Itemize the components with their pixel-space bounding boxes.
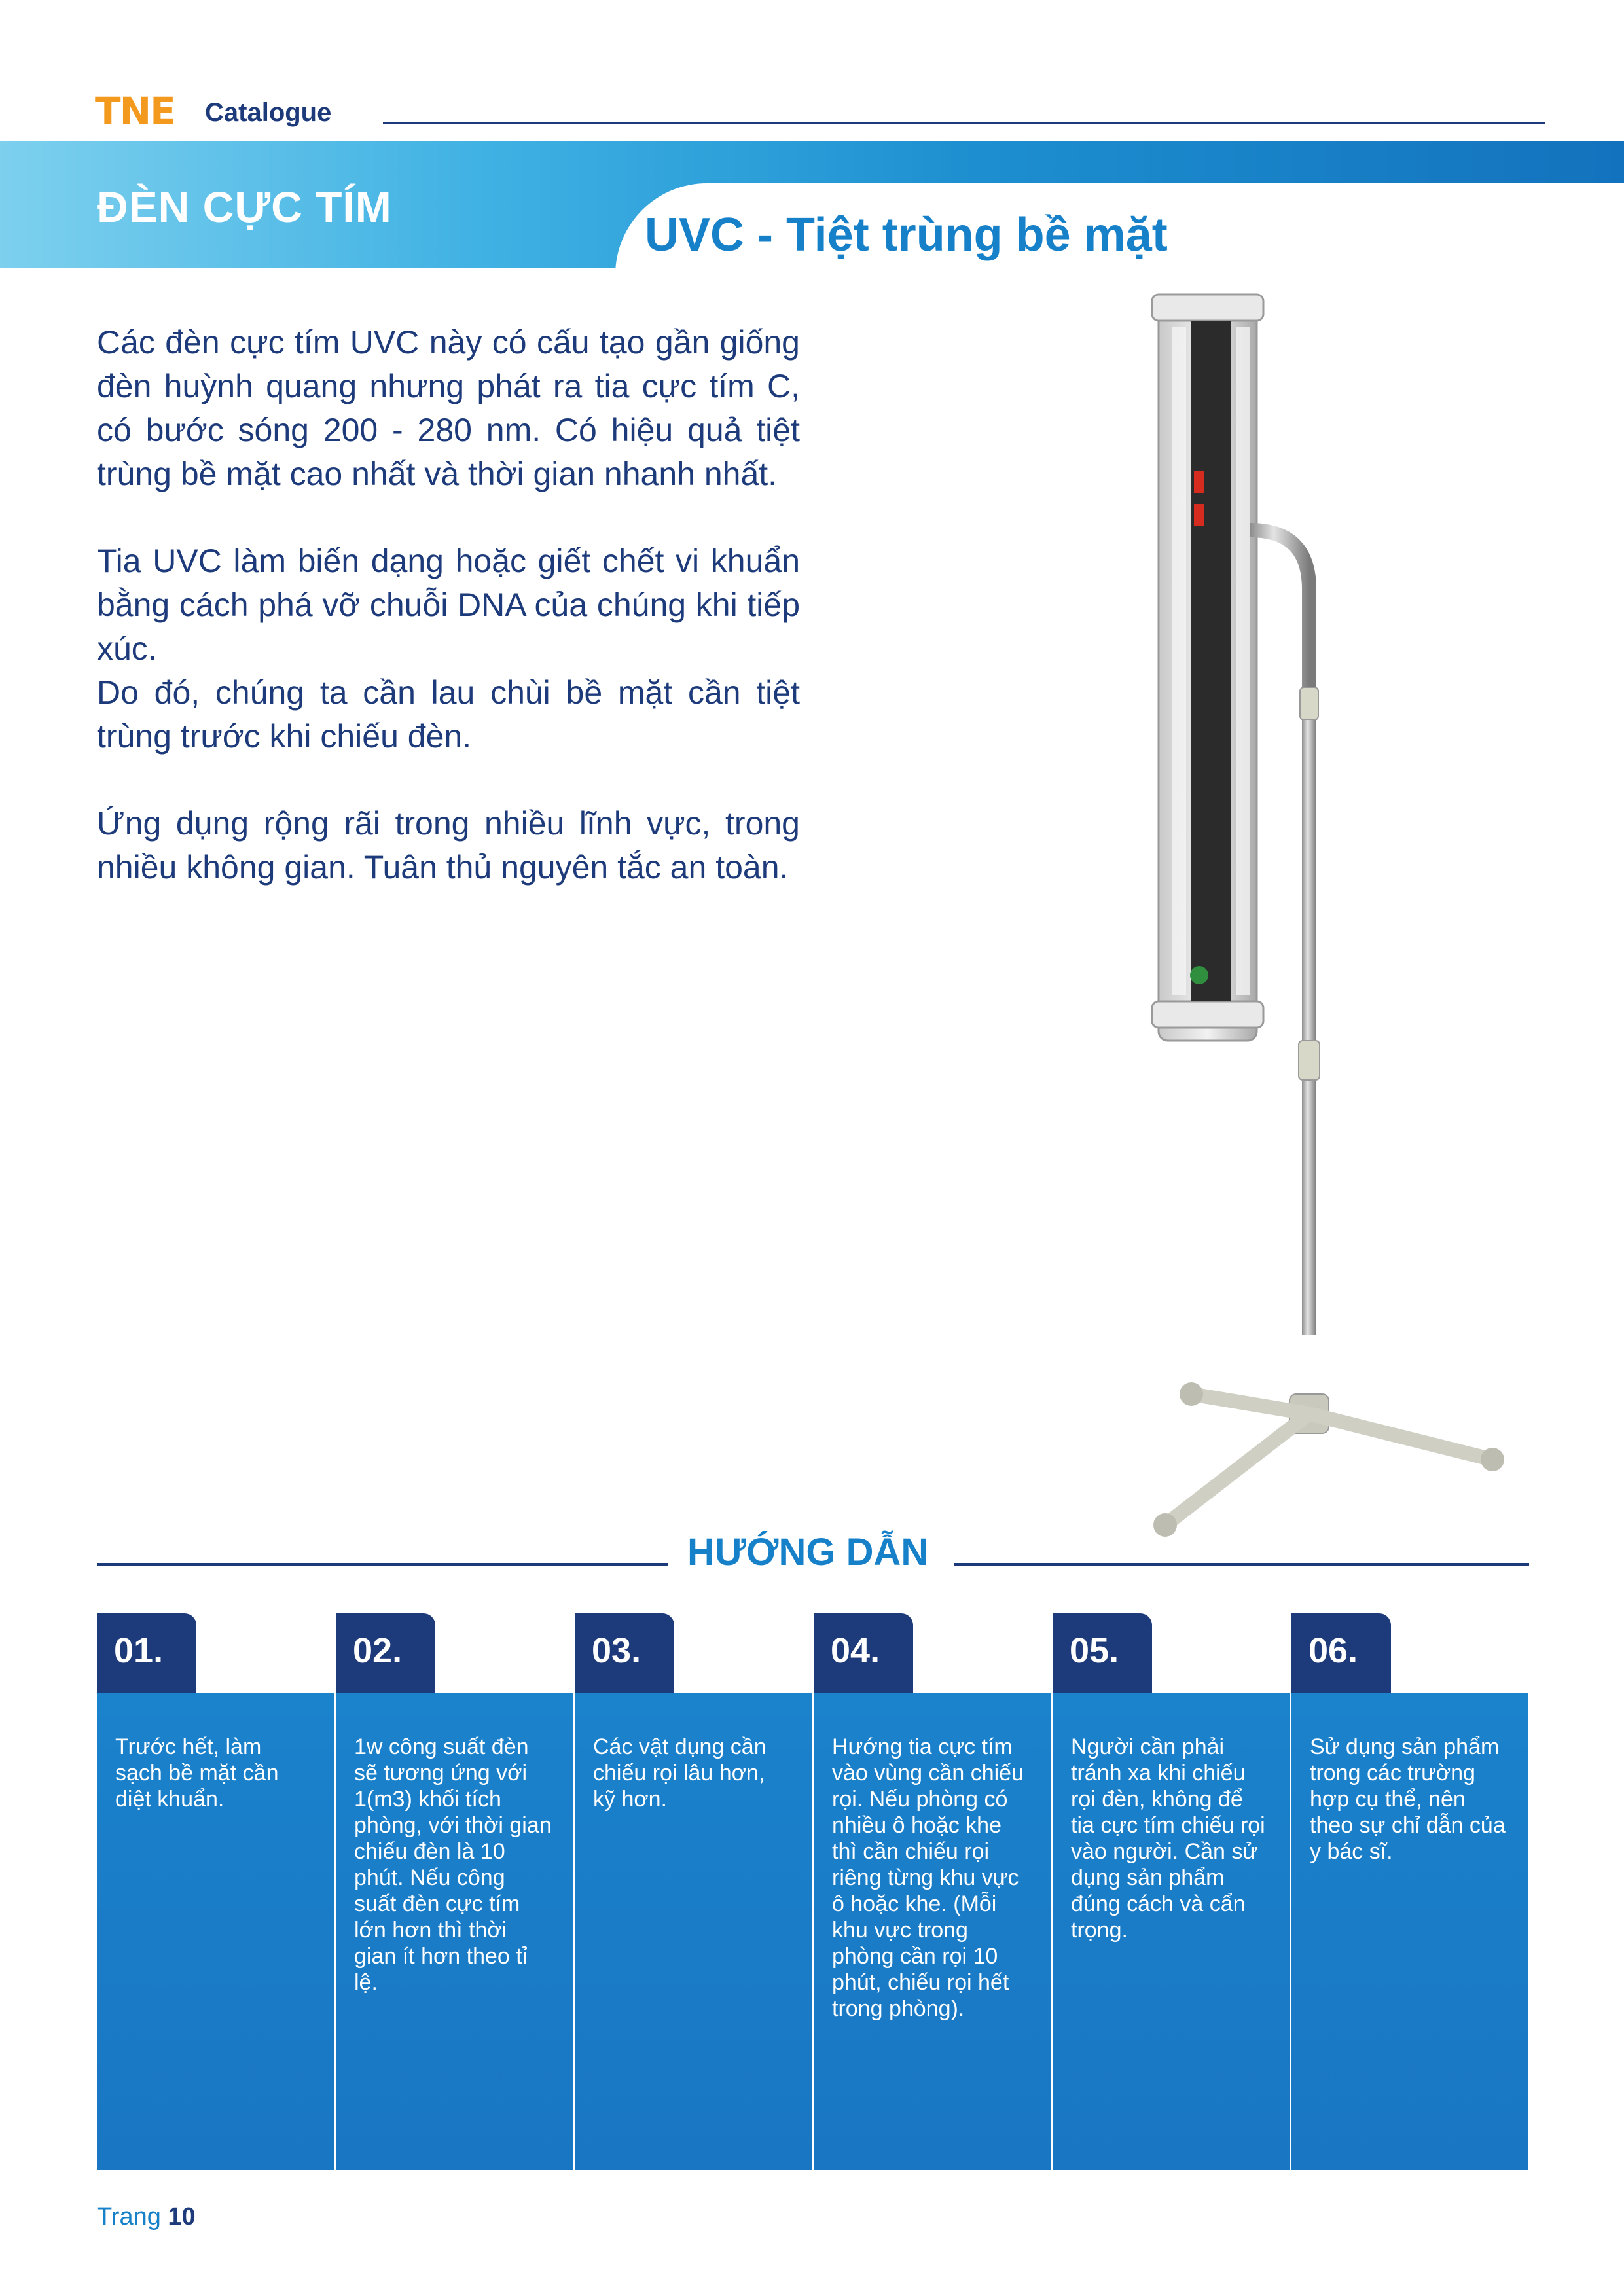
step-tab: [1291, 1613, 1391, 1693]
step-tab: [336, 1613, 435, 1693]
step-number: 03.: [592, 1631, 641, 1670]
guide-steps: [97, 1613, 1529, 2170]
uv-lamp-image: [1113, 281, 1532, 1564]
guide-rule-right: [954, 1563, 1529, 1566]
step-body: [1053, 1693, 1290, 2170]
step-card-4: [814, 1613, 1051, 2170]
step-number: 06.: [1308, 1631, 1358, 1670]
step-text: Người cần phải tránh xa khi chiếu rọi đèn, không để tia cực tím chiếu rọi vào người. Cần sử dụng sản phẩm đúng cách và cẩn trọng.: [1071, 1734, 1265, 1943]
guide-rule-left: [97, 1563, 668, 1566]
header-title: Catalogue: [205, 98, 332, 127]
page-label: Trang: [97, 2203, 161, 2231]
intro-paragraph-2a: Tia UVC làm biến dạng hoặc giết chết vi khuẩn bằng cách phá vỡ chuỗi DNA của chúng khi tiếp xúc.: [97, 543, 800, 667]
step-tab: [575, 1613, 674, 1693]
step-card-1: [97, 1613, 334, 2170]
intro-paragraph-1: Các đèn cực tím UVC này có cấu tạo gần giống đèn huỳnh quang nhưng phát ra tia cực tím C, có bước sóng 200 - 280 nm. Có hiệu quả tiệt trùng bề mặt cao nhất và thời gian nhanh nhất.: [97, 324, 800, 492]
page-header: [95, 84, 1535, 134]
step-body: [575, 1693, 812, 2170]
step-body: [336, 1693, 573, 2170]
step-card-6: [1291, 1613, 1528, 2170]
page-number: 10: [168, 2203, 196, 2231]
guide-title: HƯỚNG DẪN: [687, 1531, 929, 1573]
step-text: Hướng tia cực tím vào vùng cần chiếu rọi. Nếu phòng có nhiều ô hoặc khe thì cần chiếu rọi riêng từng khu vực ô hoặc khe. (Mỗi khu vực trong phòng cần rọi 10 phút, chiếu rọi hết trong phòng).: [832, 1734, 1024, 2021]
step-text: Các vật dụng cần chiếu rọi lâu hơn, kỹ hơn.: [593, 1734, 767, 1812]
step-card-5: [1053, 1613, 1290, 2170]
intro-paragraph-3: Ứng dụng rộng rãi trong nhiều lĩnh vực, trong nhiều không gian. Tuân thủ nguyên tắc an toàn.: [97, 805, 800, 886]
step-tab: [814, 1613, 913, 1693]
page-footer: [97, 2203, 196, 2231]
step-text: 1w công suất đèn sẽ tương ứng với 1(m3) khối tích phòng, với thời gian chiếu đèn là 10 phút. Nếu công suất đèn cực tím lớn hơn thì thời gian ít hơn theo tỉ lệ.: [354, 1734, 552, 1995]
product-title: UVC - Tiệt trùng bề mặt: [645, 209, 1168, 261]
step-body: [97, 1693, 334, 2170]
step-text: Trước hết, làm sạch bề mặt cần diệt khuẩn.: [115, 1734, 279, 1812]
step-body: [1291, 1693, 1528, 2170]
step-card-2: [336, 1613, 573, 2170]
header-rule: [383, 122, 1545, 124]
step-text: Sử dụng sản phẩm trong các trường hợp cụ thể, nên theo sự chỉ dẫn của y bác sĩ.: [1310, 1734, 1506, 1864]
intro-text: [97, 321, 800, 933]
brand-logo: TNE: [95, 89, 175, 134]
step-number: 04.: [831, 1631, 880, 1670]
step-tab: [97, 1613, 196, 1693]
category-title: ĐÈN CỰC TÍM: [97, 183, 392, 231]
step-number: 05.: [1070, 1631, 1119, 1670]
step-card-3: [575, 1613, 812, 2170]
step-body: [814, 1693, 1051, 2170]
step-tab: [1053, 1613, 1152, 1693]
step-number: 02.: [353, 1631, 403, 1670]
step-number: 01.: [114, 1631, 164, 1670]
intro-paragraph-2b: Do đó, chúng ta cần lau chùi bề mặt cần tiệt trùng trước khi chiếu đèn.: [97, 674, 800, 755]
